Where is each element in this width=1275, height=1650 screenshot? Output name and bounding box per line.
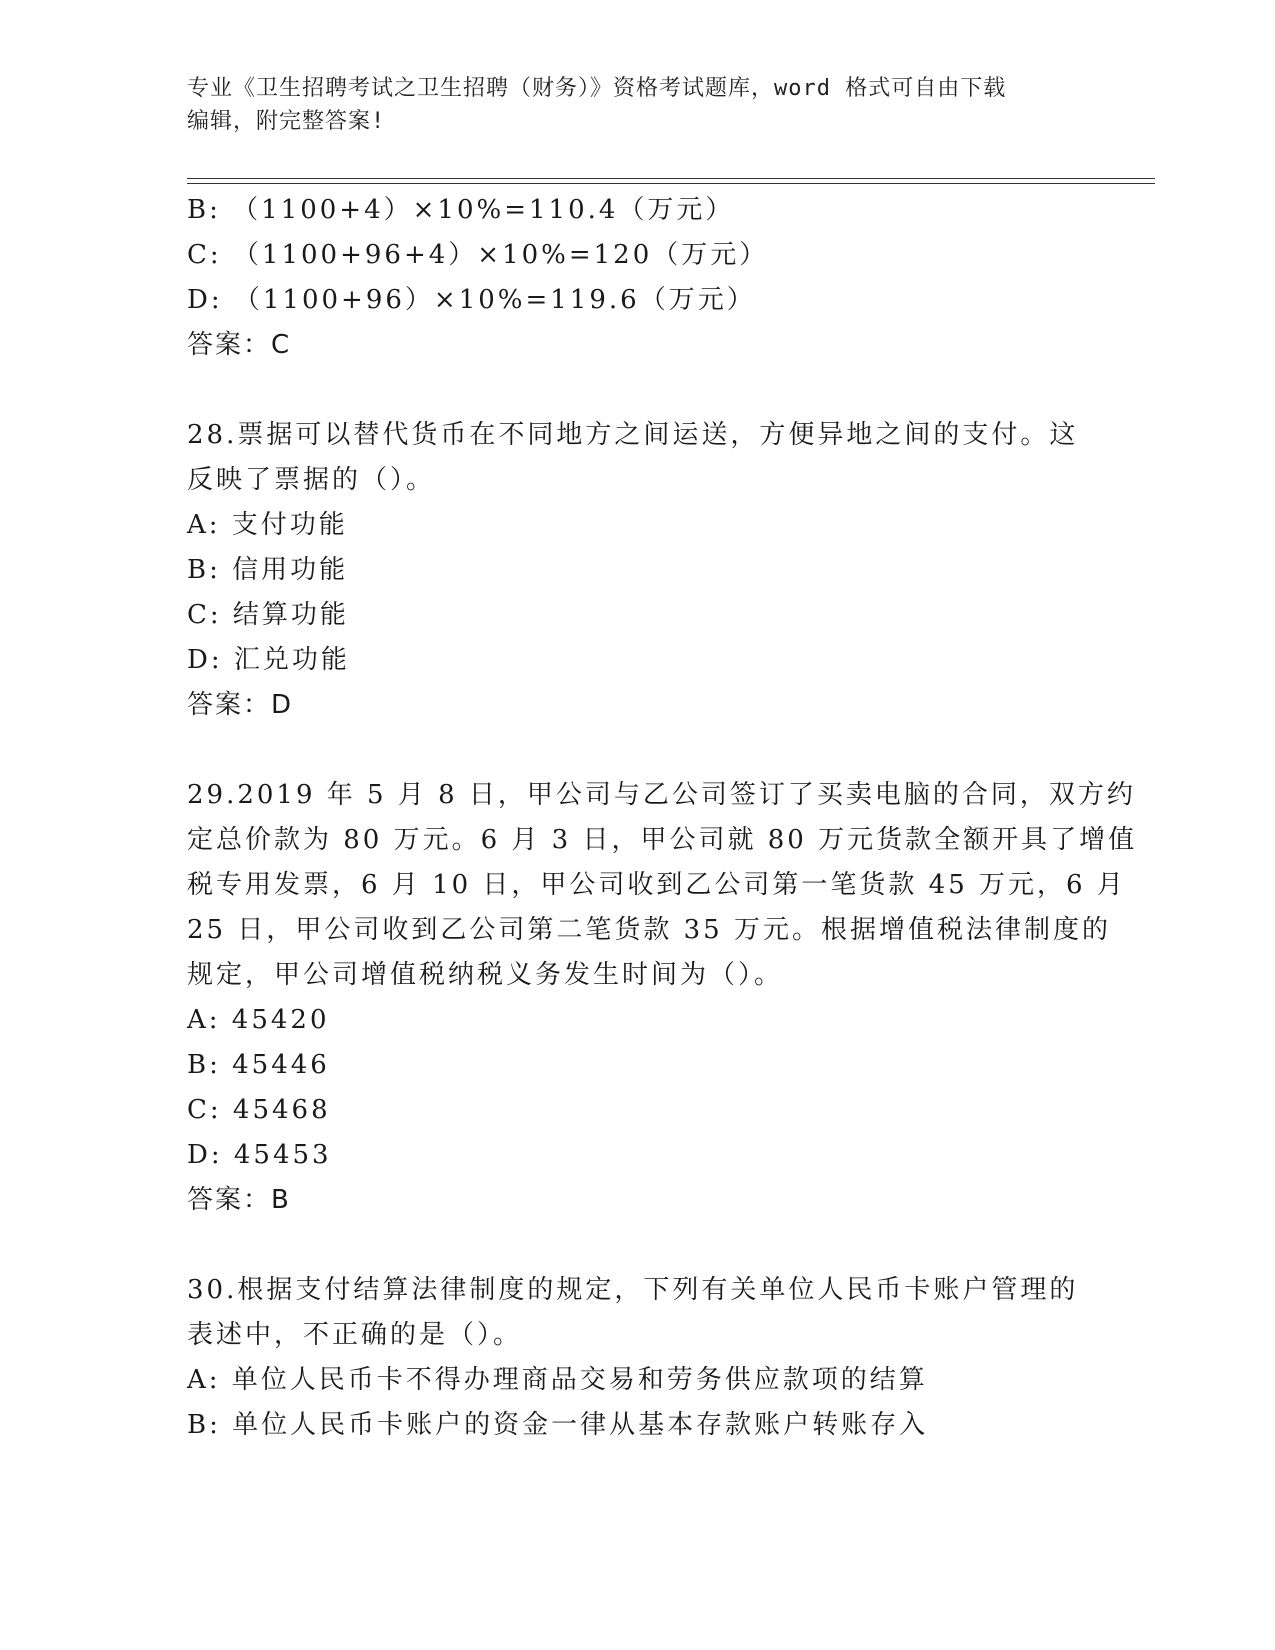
q29-option-c: C: 45468 <box>187 1095 331 1125</box>
q27-option-c: C: （1100+96+4）×10%=120（万元） <box>187 240 769 270</box>
header-line-1: 专业《卫生招聘考试之卫生招聘（财务）》资格考试题库，word 格式可自由下载 <box>187 76 1007 101</box>
q29-answer: 答案：B <box>187 1185 291 1215</box>
q28-answer: 答案：D <box>187 690 294 720</box>
header-line-2: 编辑，附完整答案! <box>187 109 386 134</box>
q29-stem-line-5: 规定，甲公司增值税纳税义务发生时间为（）。 <box>187 960 784 990</box>
q28-option-b: B: 信用功能 <box>187 555 349 585</box>
q30-option-a: A: 单位人民币卡不得办理商品交易和劳务供应款项的结算 <box>187 1365 928 1395</box>
header-divider-bottom <box>187 183 1155 184</box>
q27-option-b: B: （1100+4）×10%=110.4（万元） <box>187 195 735 225</box>
q29-stem-line-3: 税专用发票，6 月 10 日，甲公司收到乙公司第一笔货款 45 万元，6 月 <box>187 870 1126 900</box>
q29-stem-line-2: 定总价款为 80 万元。6 月 3 日，甲公司就 80 万元货款全额开具了增值 <box>187 825 1138 855</box>
q28-option-a: A: 支付功能 <box>187 510 348 540</box>
q29-option-b: B: 45446 <box>187 1050 330 1080</box>
q28-option-d: D: 汇兑功能 <box>187 645 350 675</box>
q27-answer: 答案：C <box>187 330 292 360</box>
document-header <box>187 72 1087 138</box>
header-divider-top <box>187 178 1155 179</box>
q30-option-b: B: 单位人民币卡账户的资金一律从基本存款账户转账存入 <box>187 1410 929 1440</box>
q28-stem-line-2: 反映了票据的（）。 <box>187 465 436 495</box>
q28-stem-line-1: 28.票据可以替代货币在不同地方之间运送，方便异地之间的支付。这 <box>187 420 1079 450</box>
q29-option-a: A: 45420 <box>187 1005 330 1035</box>
q30-stem-line-2: 表述中，不正确的是（）。 <box>187 1320 523 1350</box>
q30-stem-line-1: 30.根据支付结算法律制度的规定，下列有关单位人民币卡账户管理的 <box>187 1275 1079 1305</box>
q29-option-d: D: 45453 <box>187 1140 332 1170</box>
q27-option-d: D: （1100+96）×10%=119.6（万元） <box>187 285 756 315</box>
q29-stem-line-4: 25 日，甲公司收到乙公司第二笔货款 35 万元。根据增值税法律制度的 <box>187 915 1111 945</box>
q28-option-c: C: 结算功能 <box>187 600 349 630</box>
q29-stem-line-1: 29.2019 年 5 月 8 日，甲公司与乙公司签订了买卖电脑的合同，双方约 <box>187 780 1136 810</box>
